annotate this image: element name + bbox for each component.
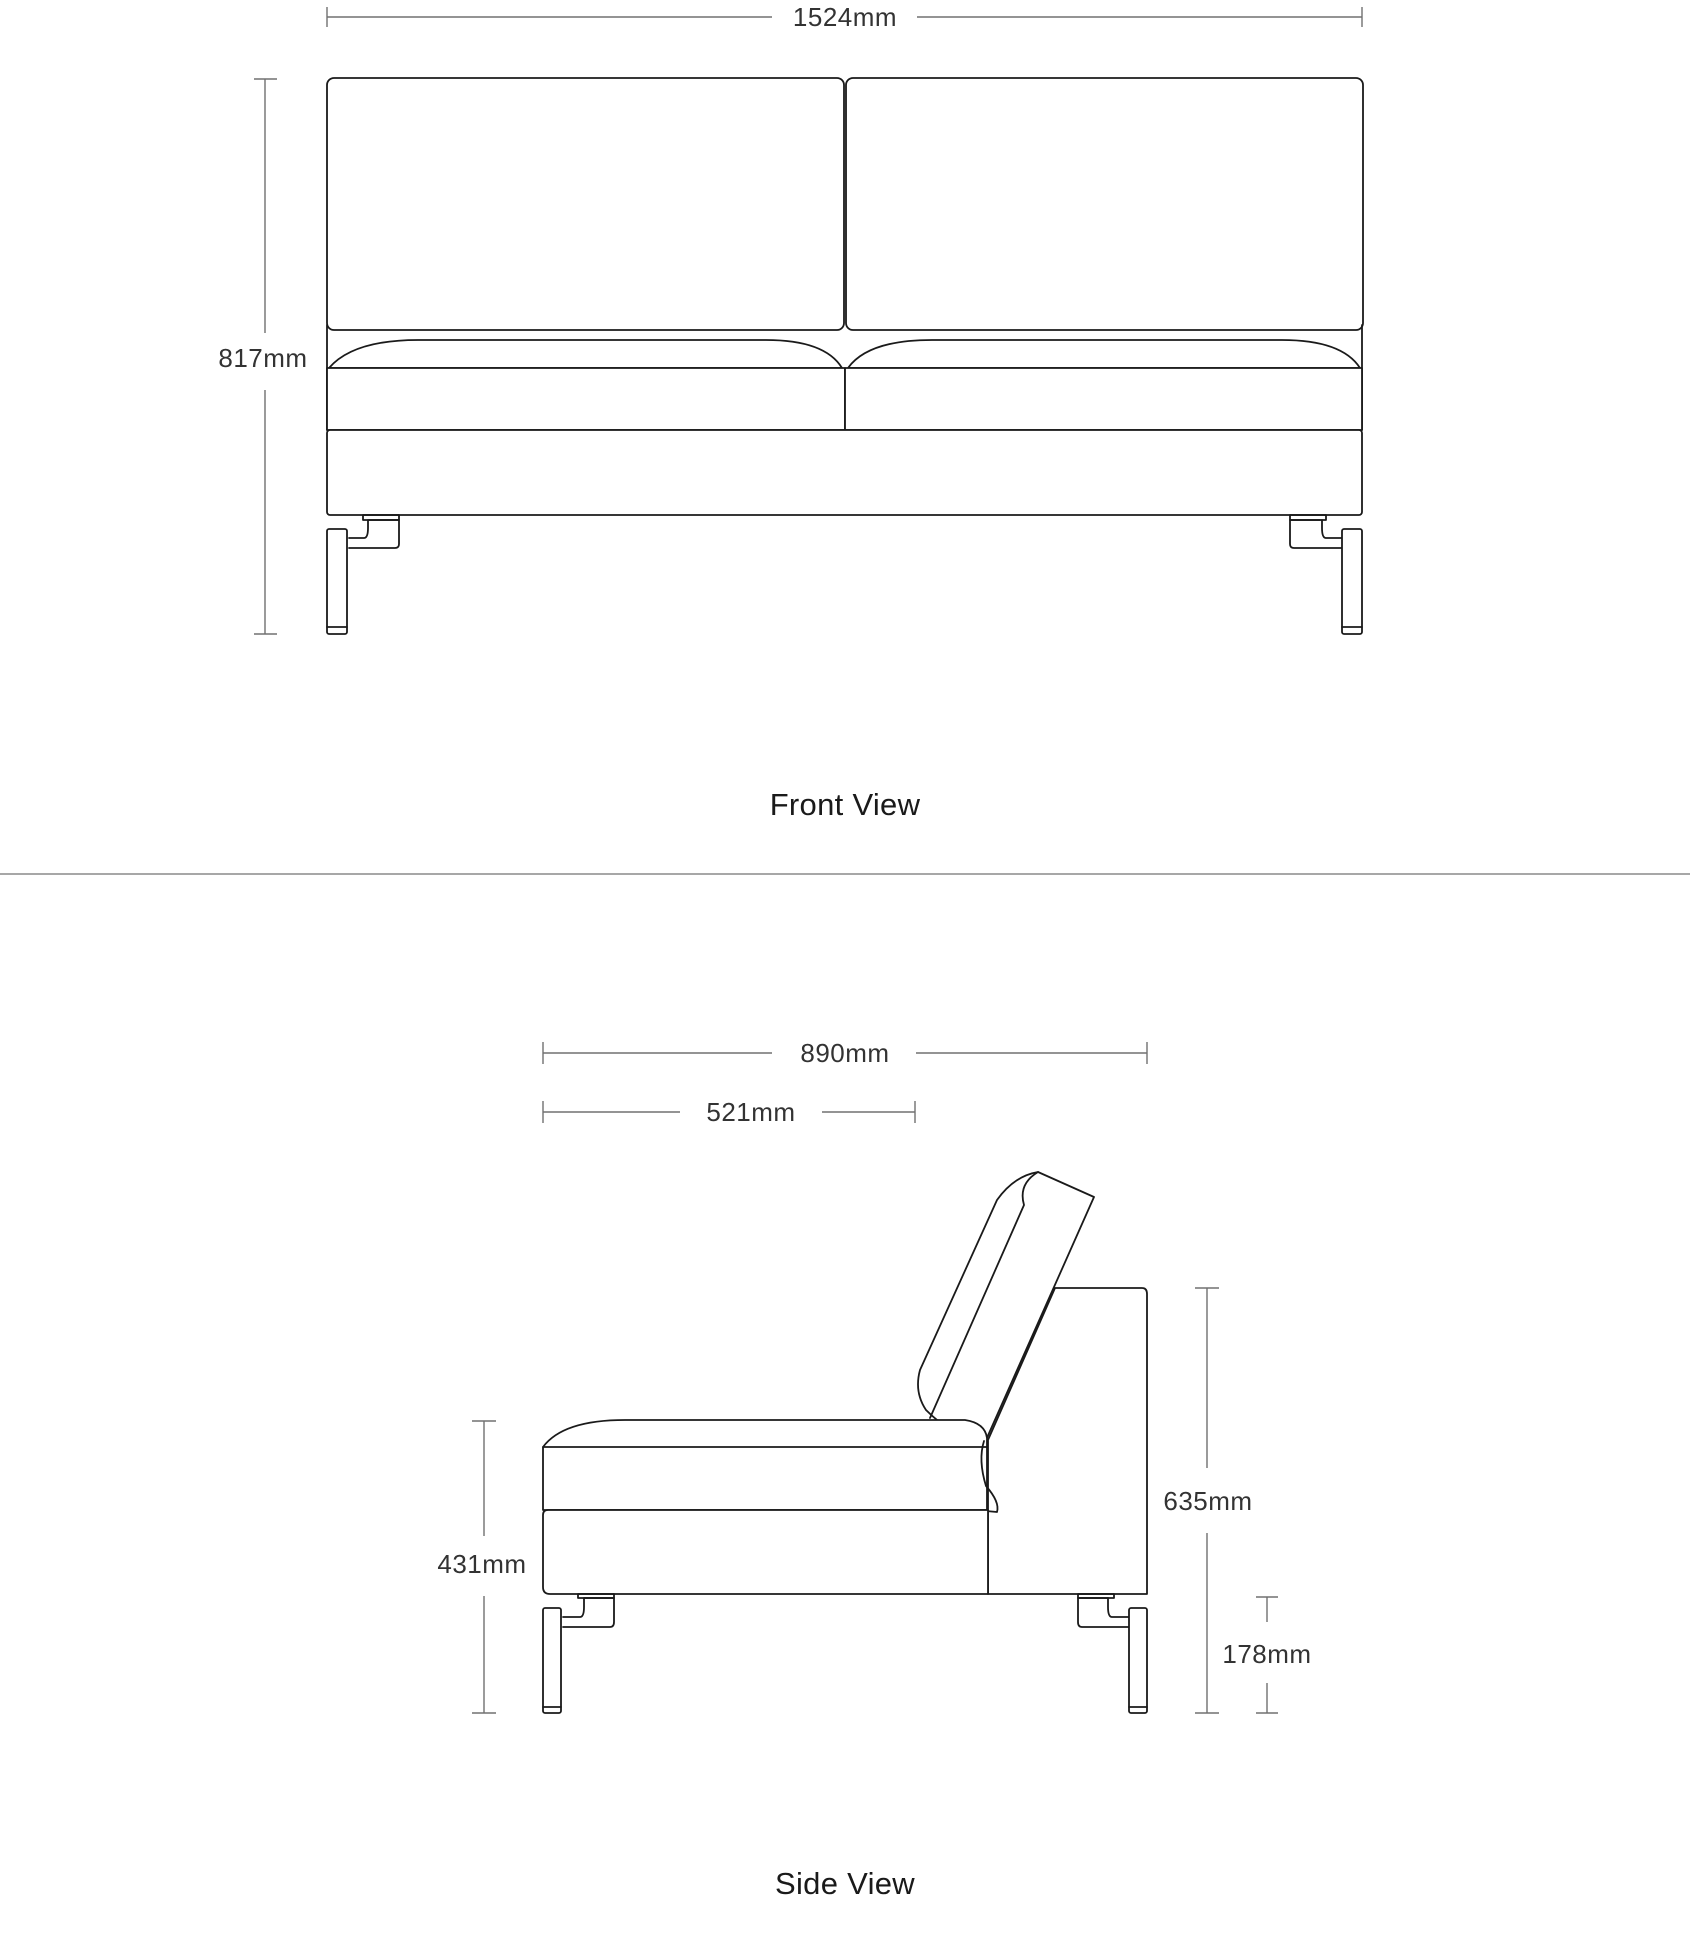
front-seat-crown-right — [848, 340, 1360, 368]
front-seat-cushion-left — [327, 368, 845, 430]
side-seat-height-label: 431mm — [437, 1549, 527, 1579]
front-height-label: 817mm — [218, 343, 308, 373]
front-leg-right — [1290, 515, 1362, 634]
side-base — [543, 1510, 988, 1594]
front-width-dimension — [327, 2, 1362, 32]
side-seat-height-dimension — [437, 1421, 526, 1713]
front-seat-crown-left — [329, 340, 842, 368]
side-seat-depth-dimension — [543, 1097, 915, 1127]
front-seat-cushion-right — [845, 368, 1362, 430]
side-view-title: Side View — [775, 1866, 915, 1901]
side-depth-label: 890mm — [800, 1038, 890, 1068]
side-leg-height-label: 178mm — [1222, 1639, 1312, 1669]
side-seat-depth-label: 521mm — [706, 1097, 796, 1127]
front-back-cushion-right — [846, 78, 1363, 330]
side-seat-cushion — [543, 1420, 987, 1510]
side-arm-height-label: 635mm — [1163, 1486, 1253, 1516]
side-depth-dimension — [543, 1038, 1147, 1068]
front-base — [327, 430, 1362, 515]
front-back-cushion-left — [327, 78, 844, 330]
front-leg-left — [327, 515, 399, 634]
front-height-dimension — [218, 79, 307, 634]
side-leg-front — [543, 1594, 614, 1713]
side-view — [437, 1038, 1311, 1901]
side-leg-rear — [1078, 1594, 1147, 1713]
front-view-title: Front View — [769, 787, 921, 822]
front-view — [218, 2, 1363, 822]
front-width-label: 1524mm — [792, 2, 898, 32]
side-leg-height-dimension — [1222, 1597, 1311, 1713]
